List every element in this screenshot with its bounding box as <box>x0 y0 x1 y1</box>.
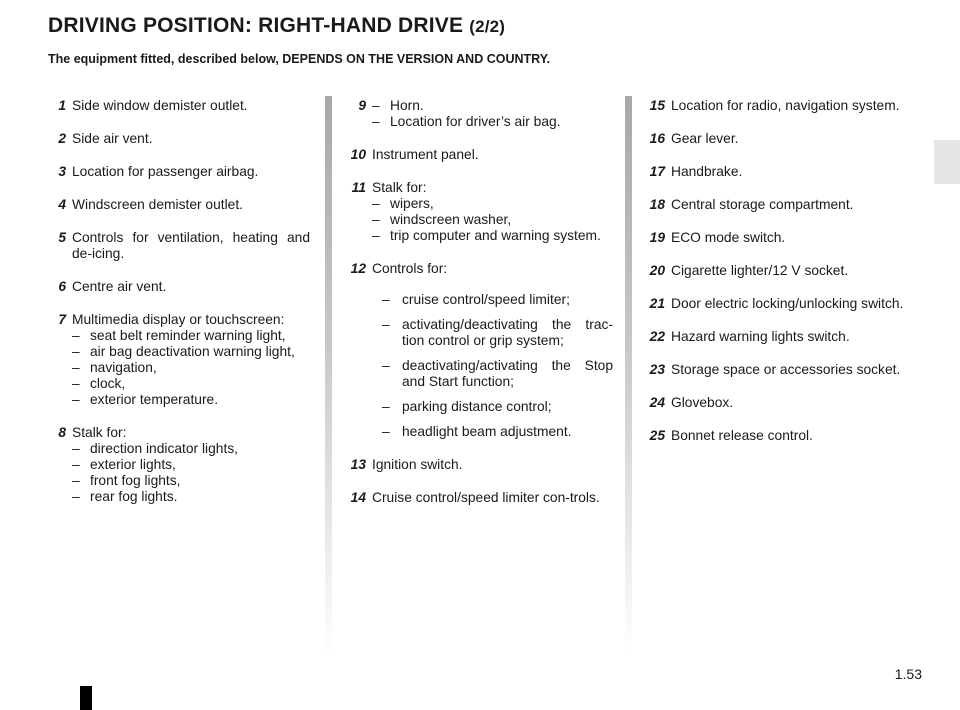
legend-subitem: – direction indicator lights, <box>72 441 239 456</box>
legend-text: Windscreen demister outlet. <box>72 197 243 212</box>
legend-number: 12 <box>350 261 366 276</box>
legend-item <box>644 230 912 246</box>
legend-item <box>644 164 912 180</box>
crop-mark <box>80 686 92 710</box>
column-divider <box>625 96 632 656</box>
page-title <box>48 14 505 38</box>
legend-item <box>644 428 912 444</box>
legend-item <box>644 263 912 279</box>
legend-number: 1 <box>58 98 66 113</box>
legend-number: 21 <box>649 296 665 311</box>
legend-subitem: – navigation, <box>72 360 157 375</box>
legend-item <box>345 490 613 506</box>
legend-number: 23 <box>649 362 665 377</box>
legend-text: Controls for ventilation, heating and de-icing. <box>72 230 310 261</box>
page-subtitle: The equipment fitted, described below, DEPENDS ON THE VERSION AND COUNTRY. <box>48 52 551 66</box>
legend-number: 19 <box>649 230 665 245</box>
legend-text: Handbrake. <box>671 164 743 179</box>
legend-text: Hazard warning lights switch. <box>671 329 850 344</box>
page-number: 1.53 <box>894 666 922 682</box>
title-text: DRIVING POSITION: RIGHT-HAND DRIVE <box>48 14 464 37</box>
legend-subitem: – headlight beam adjustment. <box>382 424 572 439</box>
legend-number: 5 <box>58 230 66 245</box>
legend-item <box>345 98 613 130</box>
legend-number: 4 <box>58 197 66 212</box>
legend-item <box>45 230 310 262</box>
legend-subitem: – deactivating/activating the Stop and Start function; <box>382 358 613 389</box>
legend-item <box>45 98 310 114</box>
legend-subitem: – seat belt reminder warning light, <box>72 328 286 343</box>
legend-item <box>644 197 912 213</box>
legend-text: Stalk for: <box>372 180 427 195</box>
legend-item <box>644 362 912 378</box>
legend-item <box>644 98 912 114</box>
legend-number: 22 <box>649 329 665 344</box>
legend-subitem: – activating/deactivating the trac-tion control or grip system; <box>382 317 613 348</box>
legend-text: Central storage compartment. <box>671 197 854 212</box>
legend-item <box>644 296 912 312</box>
legend-item <box>644 131 912 147</box>
legend-number: 10 <box>350 147 366 162</box>
legend-number: 9 <box>358 98 366 113</box>
legend-text: Centre air vent. <box>72 279 167 294</box>
legend-subitem: – wipers, <box>372 196 434 211</box>
legend-subitem: – Location for driver’s air bag. <box>372 114 561 129</box>
legend-number: 15 <box>649 98 665 113</box>
legend-number: 25 <box>649 428 665 443</box>
title-part: (2/2) <box>469 17 506 36</box>
legend-number: 8 <box>58 425 66 440</box>
legend-column-1 <box>45 98 310 522</box>
legend-text: Gear lever. <box>671 131 739 146</box>
column-divider <box>325 96 332 656</box>
legend-number: 24 <box>649 395 665 410</box>
legend-item <box>45 164 310 180</box>
legend-number: 13 <box>350 457 366 472</box>
legend-item <box>45 425 310 505</box>
legend-item <box>45 197 310 213</box>
legend-column-2 <box>345 98 613 523</box>
legend-text: Controls for: <box>372 261 448 276</box>
legend-text: Door electric locking/unlocking switch. <box>671 296 904 311</box>
legend-number: 18 <box>649 197 665 212</box>
legend-subitem: – parking distance control; <box>382 399 552 414</box>
legend-subitem: – front fog lights, <box>72 473 181 488</box>
legend-subitem: – exterior temperature. <box>72 392 219 407</box>
legend-subitem: – cruise control/speed limiter; <box>382 292 570 307</box>
legend-item <box>345 147 613 163</box>
legend-number: 14 <box>350 490 366 505</box>
chapter-tab <box>934 140 960 184</box>
legend-number: 17 <box>649 164 665 179</box>
legend-text: Glovebox. <box>671 395 734 410</box>
legend-subitem: – windscreen washer, <box>372 212 512 227</box>
legend-text: Side window demister outlet. <box>72 98 248 113</box>
legend-number: 20 <box>649 263 665 278</box>
legend-number: 7 <box>58 312 66 327</box>
legend-text: Instrument panel. <box>372 147 479 162</box>
legend-text: Ignition switch. <box>372 457 463 472</box>
legend-text: Stalk for: <box>72 425 127 440</box>
legend-subitem: – clock, <box>72 376 126 391</box>
legend-item <box>45 279 310 295</box>
legend-text: Cigarette lighter/12 V socket. <box>671 263 849 278</box>
legend-subitem: – air bag deactivation warning light, <box>72 344 295 359</box>
legend-subitem: – trip computer and warning system. <box>372 228 601 243</box>
legend-subitem: – Horn. <box>372 98 424 113</box>
legend-item <box>644 329 912 345</box>
legend-number: 11 <box>351 180 366 195</box>
legend-item <box>345 457 613 473</box>
legend-item <box>644 395 912 411</box>
legend-text: Location for radio, navigation system. <box>671 98 900 113</box>
legend-number: 3 <box>58 164 66 179</box>
legend-subitem: – exterior lights, <box>72 457 176 472</box>
legend-number: 6 <box>58 279 66 294</box>
legend-item <box>345 261 613 284</box>
legend-text: Bonnet release control. <box>671 428 813 443</box>
legend-text: Side air vent. <box>72 131 153 146</box>
legend-item <box>45 312 310 408</box>
legend-text: Multimedia display or touchscreen: <box>72 312 285 327</box>
legend-text: Cruise control/speed limiter con-trols. <box>372 490 600 505</box>
legend-item <box>45 131 310 147</box>
legend-column-3 <box>644 98 912 461</box>
legend-number: 16 <box>649 131 665 146</box>
legend-text: ECO mode switch. <box>671 230 786 245</box>
legend-text: Storage space or accessories socket. <box>671 362 901 377</box>
legend-number: 2 <box>58 131 66 146</box>
legend-text: Location for passenger airbag. <box>72 164 259 179</box>
legend-subitem: – rear fog lights. <box>72 489 178 504</box>
legend-item <box>345 180 613 244</box>
